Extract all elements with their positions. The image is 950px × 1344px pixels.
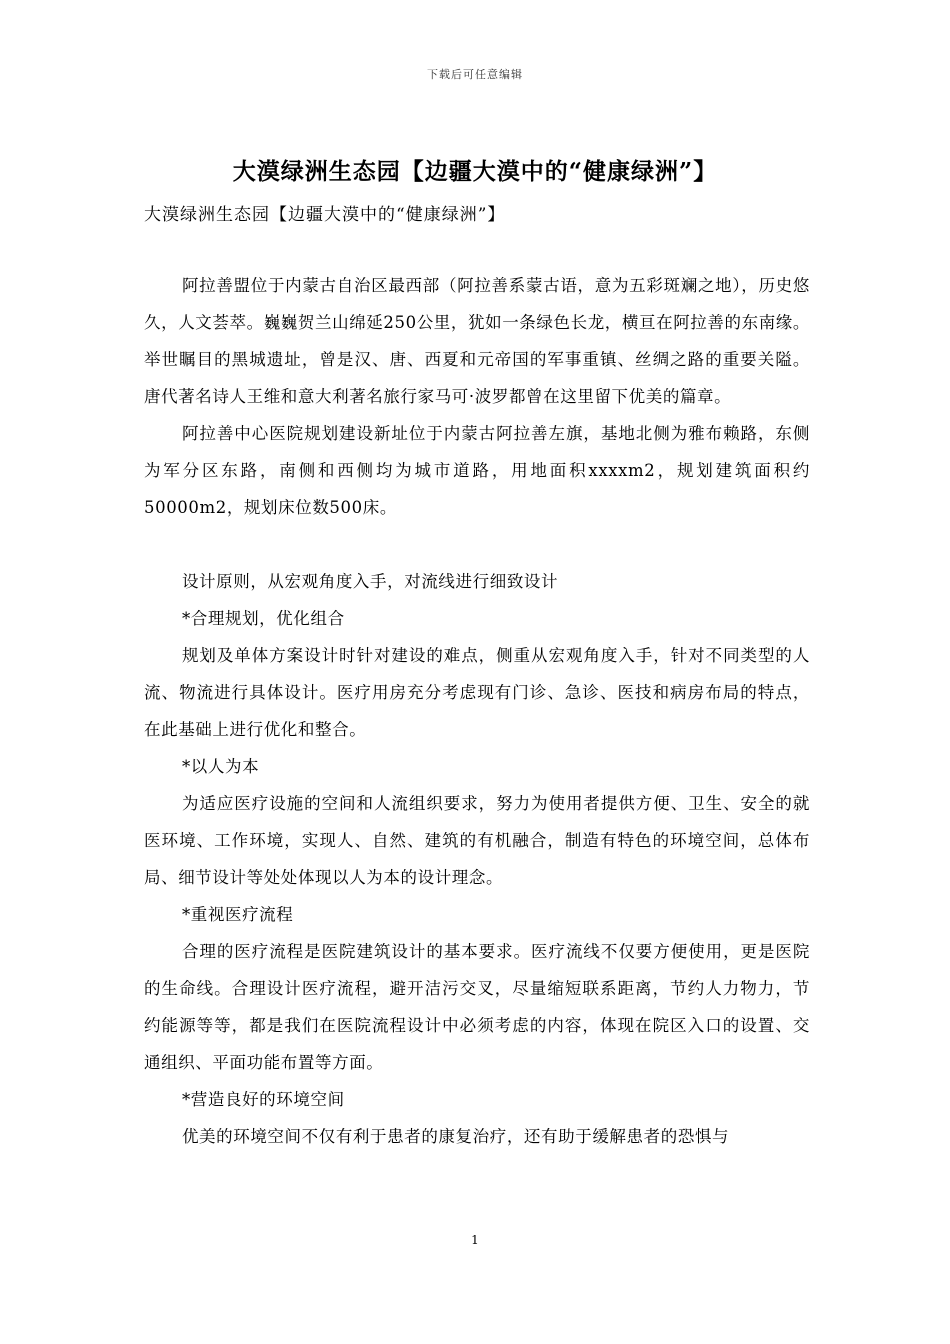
- paragraph-process: 合理的医疗流程是医院建筑设计的基本要求。医疗流线不仅要方便使用，更是医院的生命线。合理设计医疗流程，避开洁污交叉，尽量缩短联系距离，节约人力物力，节约能源等等，都是我们在医院流程设计中必须考虑的内容，体现在院区入口的设置、交通组织、平面功能布置等方面。: [144, 942, 810, 1072]
- paragraph-planning: 规划及单体方案设计时针对建设的难点，侧重从宏观角度入手，针对不同类型的人流、物流进行具体设计。医疗用房充分考虑现有门诊、急诊、医技和病房布局的特点，在此基础上进行优化和整合。: [144, 646, 810, 739]
- section-heading-people: *以人为本: [181, 757, 260, 776]
- paragraph-people: 为适应医疗设施的空间和人流组织要求，努力为使用者提供方便、卫生、安全的就医环境、工作环境，实现人、自然、建筑的有机融合，制造有特色的环境空间，总体布局、细节设计等处处体现以人为本的设计理念。: [144, 794, 810, 887]
- document-body: [144, 267, 810, 1155]
- paragraph-principle: 设计原则，从宏观角度入手，对流线进行细致设计: [181, 572, 559, 591]
- paragraph-environment: 优美的环境空间不仅有利于患者的康复治疗，还有助于缓解患者的恐惧与: [181, 1127, 730, 1146]
- section-heading-process: *重视医疗流程: [181, 905, 294, 924]
- document-title: 大漠绿洲生态园【边疆大漠中的“健康绿洲”】: [232, 158, 718, 185]
- paragraph-gap: [144, 526, 810, 563]
- document-subtitle: 大漠绿洲生态园【边疆大漠中的“健康绿洲”】: [144, 205, 506, 225]
- section-heading-environment: *营造良好的环境空间: [181, 1090, 345, 1109]
- section-heading-planning: *合理规划，优化组合: [181, 609, 345, 628]
- header-note: 下载后可任意编辑: [427, 68, 523, 81]
- paragraph-intro: 阿拉善盟位于内蒙古自治区最西部（阿拉善系蒙古语，意为五彩斑斓之地），历史悠久，人文荟萃。巍巍贺兰山绵延250公里，犹如一条绿色长龙，横亘在阿拉善的东南缘。举世瞩目的黑城遗址，曾是汉、唐、西夏和元帝国的军事重镇、丝绸之路的重要关隘。唐代著名诗人王维和意大利著名旅行家马可·波罗都曾在这里留下优美的篇章。: [144, 276, 810, 406]
- page-number: 1: [471, 1233, 479, 1247]
- paragraph-site: 阿拉善中心医院规划建设新址位于内蒙古阿拉善左旗，基地北侧为雅布赖路，东侧为军分区东路，南侧和西侧均为城市道路，用地面积xxxxm2，规划建筑面积约50000m2，规划床位数500床。: [144, 424, 810, 517]
